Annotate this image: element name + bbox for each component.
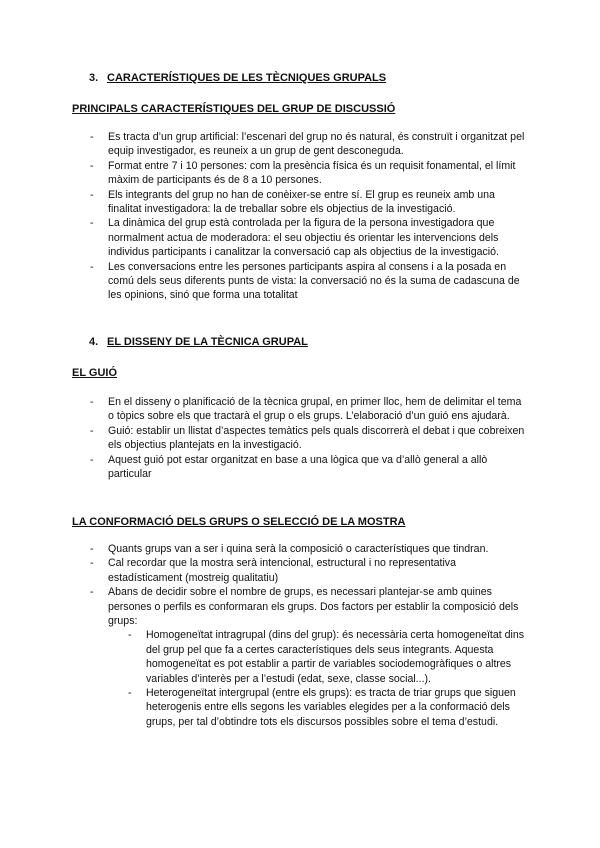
- list-item: - Cal recordar que la mostra serà intencional, estructural i no representativa estadísticament (mostreig qualitatiu): [90, 556, 530, 585]
- list-item: - Aquest guió pot estar organitzat en base a una lògica que va d’allò general a allò particular: [90, 453, 530, 482]
- guio-list: [90, 395, 530, 481]
- composition-factors-sublist: [128, 628, 530, 729]
- section-3-heading: [89, 71, 386, 85]
- list-item: [90, 585, 530, 729]
- discussion-group-subheading: PRINCIPALS CARACTERÍSTIQUES DEL GRUP DE DISCUSSIÓ: [72, 103, 396, 115]
- sample-selection-subheading: LA CONFORMACIÓ DELS GRUPS O SELECCIÓ DE LA MOSTRA: [72, 516, 406, 528]
- list-item: - Els integrants del grup no han de conèixer-se entre sí. El grup es reuneix amb una finalitat investigadora: la de treballar sobre els objectius de la investigació.: [90, 188, 530, 217]
- list-item: - Quants grups van a ser i quina serà la composició o característiques que tindran.: [90, 542, 530, 556]
- section-3-title: CARACTERÍSTIQUES DE LES TÈCNIQUES GRUPALS: [107, 72, 387, 84]
- section-4-number: 4.: [89, 336, 99, 348]
- section-4-title: EL DISSENY DE LA TÈCNICA GRUPAL: [107, 336, 308, 348]
- list-item: - Guió: establir un llistat d’aspectes temàtics pels quals discorrerà el debat i que cobreixen els objectius plantejats en la investigació.: [90, 424, 530, 453]
- list-item-text: Abans de decidir sobre el nombre de grups, es necessari plantejar-se amb quines persones o perfils es conformaran els grups. Dos factors per establir la composició dels grups:: [108, 586, 519, 628]
- list-item: - Les conversacions entre les persones participants aspira al consens i a la posada en comú dels seus diferents punts de vista: la conversació no és la suma de cadascuna de les opinions, sinó que forma una totalitat: [90, 260, 530, 303]
- list-item: - En el disseny o planificació de la tècnica grupal, en primer lloc, hem de delimitar el tema o tòpics sobre els que tractarà el grup o els grups. L’elaboració d’un guió ens ajudarà.: [90, 395, 530, 424]
- list-item: - La dinàmica del grup està controlada per la figura de la persona investigadora que normalment actua de moderadora: el seu objectiu és orientar les intervencions dels individus participants i canalitzar la conversació cap als objectius de la investigació.: [90, 216, 530, 259]
- sublist-item: - Homogeneïtat intragrupal (dins del grup): és necessària certa homogeneïtat dins del grup pel que fa a certes característiques dels seus integrants. Aquesta homogeneïtat es pot establir a partir de variables sociodemogràfiques o altres variables d’interès per a l’estudi (edat, sexe, classe social...).: [128, 628, 530, 686]
- sample-selection-list: [90, 542, 530, 729]
- guio-subheading: EL GUIÓ: [72, 367, 118, 379]
- list-item: - Es tracta d’un grup artificial: l’escenari del grup no és natural, és construït i organitzat pel equip investigador, es reuneix a un grup de gent desconeguda.: [90, 130, 530, 159]
- section-4-heading: [89, 335, 308, 349]
- list-item: - Format entre 7 i 10 persones: com la presència física és un requisit fonamental, el límit màxim de participants és de 8 a 10 persones.: [90, 159, 530, 188]
- sublist-item: - Heterogeneïtat intergrupal (entre els grups): es tracta de triar grups que siguen heterogenis entre ells segons les variables elegides per a la conformació dels grups, per tal d’obtindre tots els discursos possibles sobre el tema d’estudi.: [128, 686, 530, 729]
- discussion-group-characteristics-list: [90, 130, 530, 303]
- section-3-number: 3.: [89, 72, 99, 84]
